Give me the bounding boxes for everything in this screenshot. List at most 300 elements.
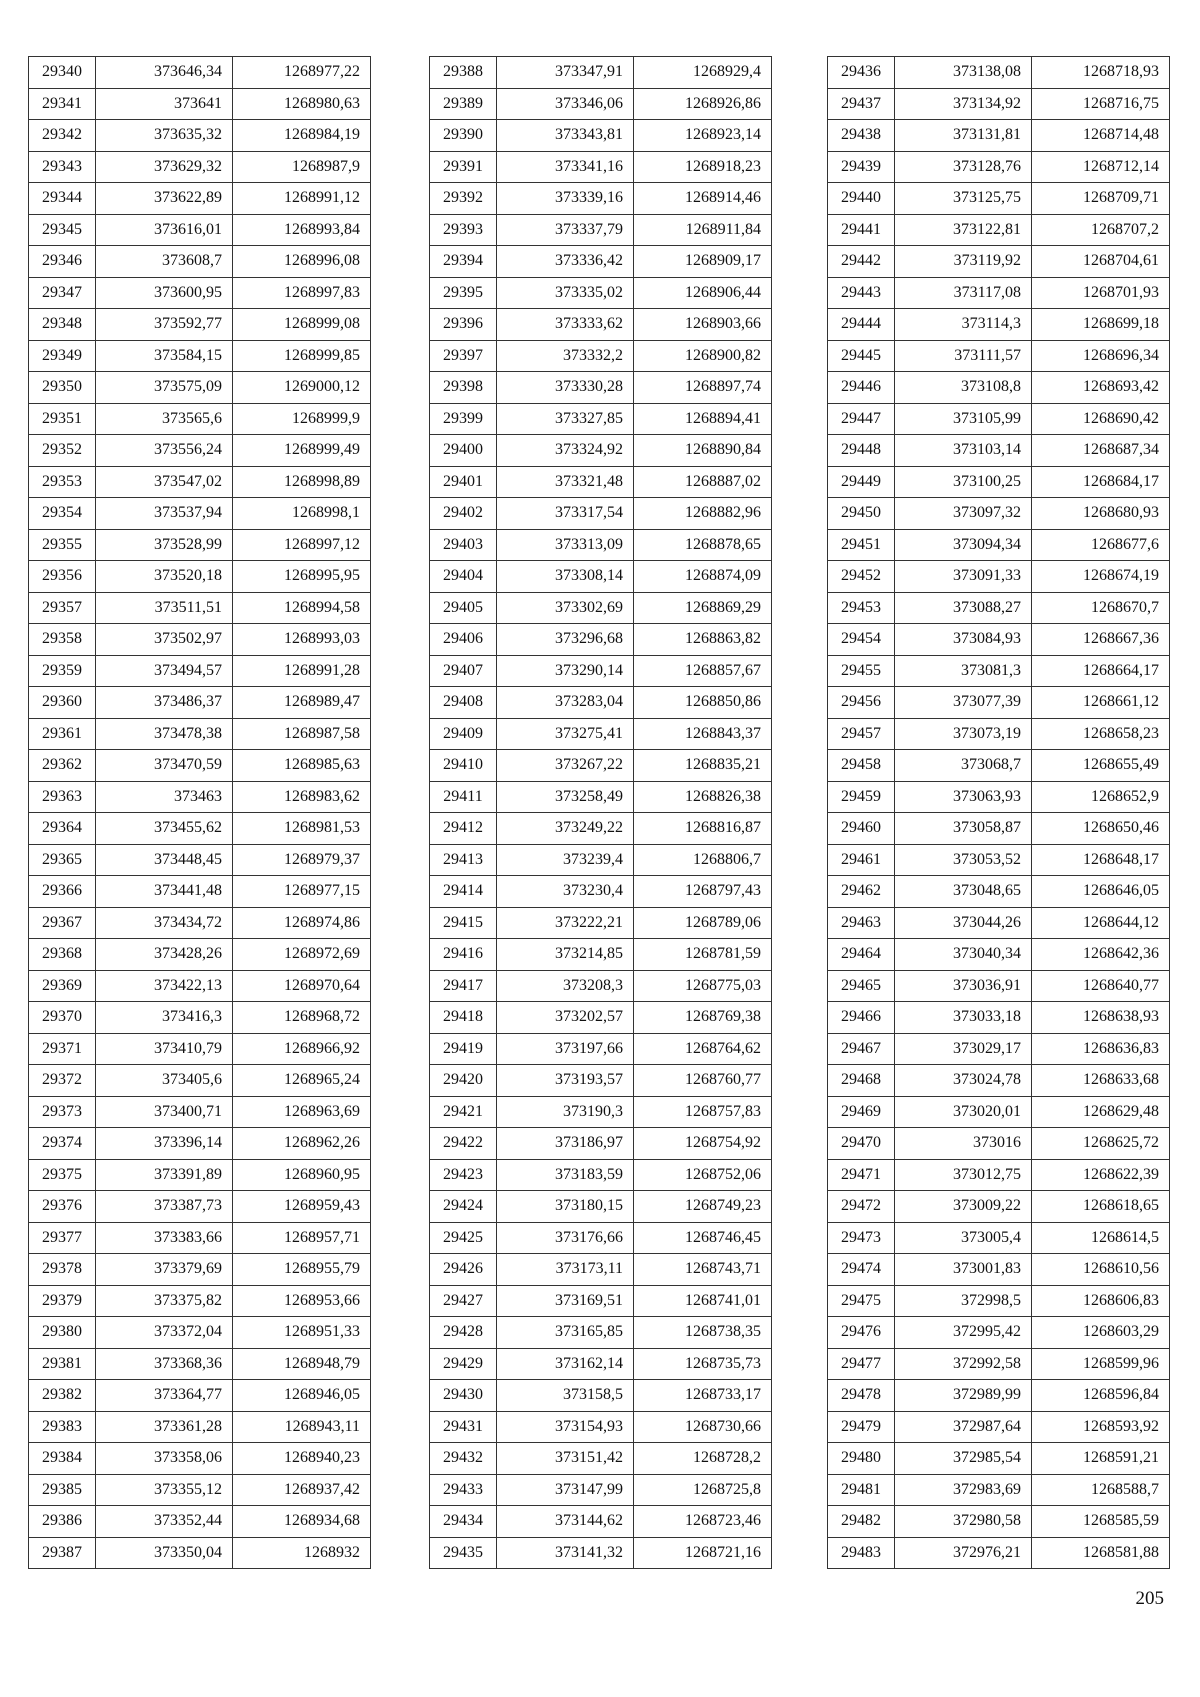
table-row <box>29 1128 371 1160</box>
table-row <box>29 403 371 435</box>
table-row <box>29 970 371 1002</box>
x-coordinate-cell: 373584,15 <box>96 340 233 372</box>
point-number-cell: 29476 <box>828 1317 895 1349</box>
table-row <box>29 435 371 467</box>
y-coordinate-cell: 1268610,56 <box>1032 1254 1170 1286</box>
point-number-cell: 29412 <box>430 813 497 845</box>
y-coordinate-cell: 1268661,12 <box>1032 687 1170 719</box>
table-row <box>29 687 371 719</box>
table-row <box>828 498 1170 530</box>
point-number-cell: 29411 <box>430 781 497 813</box>
table-row <box>828 435 1170 467</box>
table-row <box>29 120 371 152</box>
x-coordinate-cell: 373024,78 <box>895 1065 1032 1097</box>
table-row <box>430 403 772 435</box>
x-coordinate-cell: 373165,85 <box>497 1317 634 1349</box>
x-coordinate-cell: 372995,42 <box>895 1317 1032 1349</box>
y-coordinate-cell: 1268648,17 <box>1032 844 1170 876</box>
y-coordinate-cell: 1268738,35 <box>634 1317 772 1349</box>
point-number-cell: 29355 <box>29 529 96 561</box>
table-row <box>29 246 371 278</box>
x-coordinate-cell: 373169,51 <box>497 1285 634 1317</box>
y-coordinate-cell: 1268984,19 <box>233 120 371 152</box>
point-number-cell: 29466 <box>828 1002 895 1034</box>
table-row <box>828 1002 1170 1034</box>
point-number-cell: 29376 <box>29 1191 96 1223</box>
table-row <box>828 844 1170 876</box>
x-coordinate-cell: 373001,83 <box>895 1254 1032 1286</box>
table-row <box>430 372 772 404</box>
y-coordinate-cell: 1268696,34 <box>1032 340 1170 372</box>
x-coordinate-cell: 373020,01 <box>895 1096 1032 1128</box>
x-coordinate-cell: 373044,26 <box>895 907 1032 939</box>
table-row <box>430 57 772 89</box>
x-coordinate-cell: 373249,22 <box>497 813 634 845</box>
point-number-cell: 29372 <box>29 1065 96 1097</box>
point-number-cell: 29350 <box>29 372 96 404</box>
table-row <box>828 340 1170 372</box>
coordinates-table-3 <box>827 56 1170 1569</box>
y-coordinate-cell: 1268918,23 <box>634 151 772 183</box>
point-number-cell: 29386 <box>29 1506 96 1538</box>
x-coordinate-cell: 372985,54 <box>895 1443 1032 1475</box>
x-coordinate-cell: 373364,77 <box>96 1380 233 1412</box>
y-coordinate-cell: 1268997,12 <box>233 529 371 561</box>
table-row <box>828 88 1170 120</box>
y-coordinate-cell: 1268966,92 <box>233 1033 371 1065</box>
x-coordinate-cell: 373330,28 <box>497 372 634 404</box>
table-row <box>828 1222 1170 1254</box>
point-number-cell: 29366 <box>29 876 96 908</box>
y-coordinate-cell: 1268775,03 <box>634 970 772 1002</box>
x-coordinate-cell: 373016 <box>895 1128 1032 1160</box>
point-number-cell: 29470 <box>828 1128 895 1160</box>
x-coordinate-cell: 373033,18 <box>895 1002 1032 1034</box>
y-coordinate-cell: 1268997,83 <box>233 277 371 309</box>
point-number-cell: 29367 <box>29 907 96 939</box>
y-coordinate-cell: 1268906,44 <box>634 277 772 309</box>
x-coordinate-cell: 373239,4 <box>497 844 634 876</box>
x-coordinate-cell: 373081,3 <box>895 655 1032 687</box>
table-row <box>29 907 371 939</box>
y-coordinate-cell: 1268985,63 <box>233 750 371 782</box>
x-coordinate-cell: 373091,33 <box>895 561 1032 593</box>
point-number-cell: 29416 <box>430 939 497 971</box>
y-coordinate-cell: 1268965,24 <box>233 1065 371 1097</box>
y-coordinate-cell: 1268960,95 <box>233 1159 371 1191</box>
table-row <box>828 151 1170 183</box>
y-coordinate-cell: 1268699,18 <box>1032 309 1170 341</box>
table-row <box>828 309 1170 341</box>
y-coordinate-cell: 1268690,42 <box>1032 403 1170 435</box>
x-coordinate-cell: 373635,32 <box>96 120 233 152</box>
x-coordinate-cell: 372983,69 <box>895 1474 1032 1506</box>
table-row <box>430 1033 772 1065</box>
y-coordinate-cell: 1268730,66 <box>634 1411 772 1443</box>
x-coordinate-cell: 373230,4 <box>497 876 634 908</box>
y-coordinate-cell: 1268581,88 <box>1032 1537 1170 1569</box>
y-coordinate-cell: 1268707,2 <box>1032 214 1170 246</box>
x-coordinate-cell: 373336,42 <box>497 246 634 278</box>
y-coordinate-cell: 1268932 <box>233 1537 371 1569</box>
x-coordinate-cell: 373097,32 <box>895 498 1032 530</box>
x-coordinate-cell: 373335,02 <box>497 277 634 309</box>
point-number-cell: 29477 <box>828 1348 895 1380</box>
point-number-cell: 29344 <box>29 183 96 215</box>
point-number-cell: 29426 <box>430 1254 497 1286</box>
x-coordinate-cell: 373105,99 <box>895 403 1032 435</box>
point-number-cell: 29455 <box>828 655 895 687</box>
y-coordinate-cell: 1268863,82 <box>634 624 772 656</box>
point-number-cell: 29398 <box>430 372 497 404</box>
x-coordinate-cell: 373368,36 <box>96 1348 233 1380</box>
y-coordinate-cell: 1268911,84 <box>634 214 772 246</box>
y-coordinate-cell: 1268962,26 <box>233 1128 371 1160</box>
point-number-cell: 29434 <box>430 1506 497 1538</box>
page-number: 205 <box>1135 1588 1164 1609</box>
table-row <box>430 214 772 246</box>
y-coordinate-cell: 1268760,77 <box>634 1065 772 1097</box>
x-coordinate-cell: 373494,57 <box>96 655 233 687</box>
x-coordinate-cell: 373048,65 <box>895 876 1032 908</box>
point-number-cell: 29438 <box>828 120 895 152</box>
table-row <box>430 750 772 782</box>
table-row <box>430 498 772 530</box>
table-row <box>29 561 371 593</box>
table-row <box>430 277 772 309</box>
x-coordinate-cell: 373405,6 <box>96 1065 233 1097</box>
y-coordinate-cell: 1268596,84 <box>1032 1380 1170 1412</box>
point-number-cell: 29451 <box>828 529 895 561</box>
x-coordinate-cell: 373202,57 <box>497 1002 634 1034</box>
y-coordinate-cell: 1268940,23 <box>233 1443 371 1475</box>
x-coordinate-cell: 372987,64 <box>895 1411 1032 1443</box>
table-row <box>29 183 371 215</box>
point-number-cell: 29401 <box>430 466 497 498</box>
x-coordinate-cell: 373410,79 <box>96 1033 233 1065</box>
x-coordinate-cell: 373088,27 <box>895 592 1032 624</box>
point-number-cell: 29431 <box>430 1411 497 1443</box>
point-number-cell: 29341 <box>29 88 96 120</box>
point-number-cell: 29421 <box>430 1096 497 1128</box>
x-coordinate-cell: 373162,14 <box>497 1348 634 1380</box>
y-coordinate-cell: 1268588,7 <box>1032 1474 1170 1506</box>
table-row <box>29 1443 371 1475</box>
x-coordinate-cell: 373094,34 <box>895 529 1032 561</box>
x-coordinate-cell: 373151,42 <box>497 1443 634 1475</box>
point-number-cell: 29436 <box>828 57 895 89</box>
x-coordinate-cell: 373125,75 <box>895 183 1032 215</box>
y-coordinate-cell: 1268614,5 <box>1032 1222 1170 1254</box>
y-coordinate-cell: 1268987,58 <box>233 718 371 750</box>
table-row <box>430 246 772 278</box>
point-number-cell: 29403 <box>430 529 497 561</box>
x-coordinate-cell: 373321,48 <box>497 466 634 498</box>
x-coordinate-cell: 373361,28 <box>96 1411 233 1443</box>
x-coordinate-cell: 373379,69 <box>96 1254 233 1286</box>
table-row <box>828 687 1170 719</box>
y-coordinate-cell: 1268638,93 <box>1032 1002 1170 1034</box>
point-number-cell: 29437 <box>828 88 895 120</box>
table-row <box>430 1317 772 1349</box>
table-row <box>828 403 1170 435</box>
x-coordinate-cell: 373339,16 <box>497 183 634 215</box>
point-number-cell: 29375 <box>29 1159 96 1191</box>
point-number-cell: 29363 <box>29 781 96 813</box>
point-number-cell: 29402 <box>430 498 497 530</box>
y-coordinate-cell: 1268701,93 <box>1032 277 1170 309</box>
table-row <box>430 529 772 561</box>
table-row <box>29 1285 371 1317</box>
y-coordinate-cell: 1268999,08 <box>233 309 371 341</box>
x-coordinate-cell: 373352,44 <box>96 1506 233 1538</box>
point-number-cell: 29449 <box>828 466 895 498</box>
x-coordinate-cell: 373197,66 <box>497 1033 634 1065</box>
point-number-cell: 29471 <box>828 1159 895 1191</box>
coordinates-table-1 <box>28 56 371 1569</box>
y-coordinate-cell: 1268968,72 <box>233 1002 371 1034</box>
y-coordinate-cell: 1268903,66 <box>634 309 772 341</box>
point-number-cell: 29467 <box>828 1033 895 1065</box>
y-coordinate-cell: 1268900,82 <box>634 340 772 372</box>
x-coordinate-cell: 373040,34 <box>895 939 1032 971</box>
y-coordinate-cell: 1268995,95 <box>233 561 371 593</box>
point-number-cell: 29448 <box>828 435 895 467</box>
y-coordinate-cell: 1268835,21 <box>634 750 772 782</box>
table-row <box>828 1065 1170 1097</box>
y-coordinate-cell: 1268951,33 <box>233 1317 371 1349</box>
table-row <box>430 655 772 687</box>
x-coordinate-cell: 373434,72 <box>96 907 233 939</box>
x-coordinate-cell: 373296,68 <box>497 624 634 656</box>
y-coordinate-cell: 1268963,69 <box>233 1096 371 1128</box>
x-coordinate-cell: 373616,01 <box>96 214 233 246</box>
point-number-cell: 29349 <box>29 340 96 372</box>
table-row <box>430 1065 772 1097</box>
y-coordinate-cell: 1268797,43 <box>634 876 772 908</box>
x-coordinate-cell: 372976,21 <box>895 1537 1032 1569</box>
x-coordinate-cell: 373290,14 <box>497 655 634 687</box>
y-coordinate-cell: 1268987,9 <box>233 151 371 183</box>
point-number-cell: 29462 <box>828 876 895 908</box>
table-row <box>828 718 1170 750</box>
y-coordinate-cell: 1268687,34 <box>1032 435 1170 467</box>
table-row <box>430 1159 772 1191</box>
y-coordinate-cell: 1268957,71 <box>233 1222 371 1254</box>
x-coordinate-cell: 373128,76 <box>895 151 1032 183</box>
point-number-cell: 29364 <box>29 813 96 845</box>
y-coordinate-cell: 1268843,37 <box>634 718 772 750</box>
x-coordinate-cell: 373646,34 <box>96 57 233 89</box>
table-row <box>29 750 371 782</box>
table-row <box>430 183 772 215</box>
y-coordinate-cell: 1268633,68 <box>1032 1065 1170 1097</box>
x-coordinate-cell: 373158,5 <box>497 1380 634 1412</box>
point-number-cell: 29346 <box>29 246 96 278</box>
y-coordinate-cell: 1268981,53 <box>233 813 371 845</box>
table-row <box>29 1537 371 1569</box>
y-coordinate-cell: 1268970,64 <box>233 970 371 1002</box>
y-coordinate-cell: 1268712,14 <box>1032 151 1170 183</box>
point-number-cell: 29415 <box>430 907 497 939</box>
table-row <box>828 466 1170 498</box>
point-number-cell: 29345 <box>29 214 96 246</box>
point-number-cell: 29359 <box>29 655 96 687</box>
x-coordinate-cell: 373478,38 <box>96 718 233 750</box>
x-coordinate-cell: 373283,04 <box>497 687 634 719</box>
table-row <box>29 340 371 372</box>
point-number-cell: 29447 <box>828 403 895 435</box>
x-coordinate-cell: 372989,99 <box>895 1380 1032 1412</box>
x-coordinate-cell: 373641 <box>96 88 233 120</box>
x-coordinate-cell: 373183,59 <box>497 1159 634 1191</box>
table-row <box>29 655 371 687</box>
point-number-cell: 29463 <box>828 907 895 939</box>
table-row <box>828 214 1170 246</box>
y-coordinate-cell: 1268948,79 <box>233 1348 371 1380</box>
point-number-cell: 29414 <box>430 876 497 908</box>
y-coordinate-cell: 1268642,36 <box>1032 939 1170 971</box>
y-coordinate-cell: 1268979,37 <box>233 844 371 876</box>
point-number-cell: 29474 <box>828 1254 895 1286</box>
x-coordinate-cell: 373486,37 <box>96 687 233 719</box>
x-coordinate-cell: 373073,19 <box>895 718 1032 750</box>
point-number-cell: 29445 <box>828 340 895 372</box>
x-coordinate-cell: 373131,81 <box>895 120 1032 152</box>
y-coordinate-cell: 1268999,85 <box>233 340 371 372</box>
point-number-cell: 29392 <box>430 183 497 215</box>
x-coordinate-cell: 373186,97 <box>497 1128 634 1160</box>
table-row <box>29 813 371 845</box>
x-coordinate-cell: 373111,57 <box>895 340 1032 372</box>
y-coordinate-cell: 1268993,03 <box>233 624 371 656</box>
x-coordinate-cell: 373448,45 <box>96 844 233 876</box>
x-coordinate-cell: 373416,3 <box>96 1002 233 1034</box>
point-number-cell: 29483 <box>828 1537 895 1569</box>
x-coordinate-cell: 373147,99 <box>497 1474 634 1506</box>
x-coordinate-cell: 373565,6 <box>96 403 233 435</box>
point-number-cell: 29362 <box>29 750 96 782</box>
y-coordinate-cell: 1268991,28 <box>233 655 371 687</box>
point-number-cell: 29360 <box>29 687 96 719</box>
x-coordinate-cell: 373622,89 <box>96 183 233 215</box>
x-coordinate-cell: 373119,92 <box>895 246 1032 278</box>
point-number-cell: 29365 <box>29 844 96 876</box>
point-number-cell: 29397 <box>430 340 497 372</box>
table-row <box>828 939 1170 971</box>
table-row <box>29 1033 371 1065</box>
y-coordinate-cell: 1268959,43 <box>233 1191 371 1223</box>
point-number-cell: 29406 <box>430 624 497 656</box>
table-row <box>430 435 772 467</box>
point-number-cell: 29358 <box>29 624 96 656</box>
table-row <box>29 718 371 750</box>
point-number-cell: 29444 <box>828 309 895 341</box>
y-coordinate-cell: 1268946,05 <box>233 1380 371 1412</box>
y-coordinate-cell: 1268955,79 <box>233 1254 371 1286</box>
x-coordinate-cell: 372998,5 <box>895 1285 1032 1317</box>
point-number-cell: 29388 <box>430 57 497 89</box>
y-coordinate-cell: 1268718,93 <box>1032 57 1170 89</box>
point-number-cell: 29379 <box>29 1285 96 1317</box>
x-coordinate-cell: 372992,58 <box>895 1348 1032 1380</box>
y-coordinate-cell: 1268752,06 <box>634 1159 772 1191</box>
point-number-cell: 29454 <box>828 624 895 656</box>
y-coordinate-cell: 1268757,83 <box>634 1096 772 1128</box>
table-row <box>828 1159 1170 1191</box>
x-coordinate-cell: 373267,22 <box>497 750 634 782</box>
table-row <box>430 781 772 813</box>
point-number-cell: 29351 <box>29 403 96 435</box>
point-number-cell: 29475 <box>828 1285 895 1317</box>
y-coordinate-cell: 1268923,14 <box>634 120 772 152</box>
table-row <box>430 1474 772 1506</box>
table-row <box>828 1254 1170 1286</box>
y-coordinate-cell: 1268684,17 <box>1032 466 1170 498</box>
x-coordinate-cell: 373077,39 <box>895 687 1032 719</box>
table-row <box>828 120 1170 152</box>
x-coordinate-cell: 373358,06 <box>96 1443 233 1475</box>
table-row <box>430 907 772 939</box>
y-coordinate-cell: 1268996,08 <box>233 246 371 278</box>
y-coordinate-cell: 1268593,92 <box>1032 1411 1170 1443</box>
table-row <box>29 1222 371 1254</box>
y-coordinate-cell: 1268806,7 <box>634 844 772 876</box>
y-coordinate-cell: 1268723,46 <box>634 1506 772 1538</box>
x-coordinate-cell: 373333,62 <box>497 309 634 341</box>
point-number-cell: 29387 <box>29 1537 96 1569</box>
x-coordinate-cell: 373441,48 <box>96 876 233 908</box>
table-row <box>430 340 772 372</box>
point-number-cell: 29348 <box>29 309 96 341</box>
point-number-cell: 29377 <box>29 1222 96 1254</box>
table-row <box>430 1096 772 1128</box>
point-number-cell: 29446 <box>828 372 895 404</box>
table-row <box>828 1191 1170 1223</box>
table-row <box>828 1411 1170 1443</box>
point-number-cell: 29441 <box>828 214 895 246</box>
table-row <box>828 57 1170 89</box>
point-number-cell: 29468 <box>828 1065 895 1097</box>
point-number-cell: 29361 <box>29 718 96 750</box>
point-number-cell: 29396 <box>430 309 497 341</box>
y-coordinate-cell: 1268716,75 <box>1032 88 1170 120</box>
x-coordinate-cell: 373396,14 <box>96 1128 233 1160</box>
table-row <box>29 1506 371 1538</box>
x-coordinate-cell: 372980,58 <box>895 1506 1032 1538</box>
y-coordinate-cell: 1269000,12 <box>233 372 371 404</box>
table-row <box>29 151 371 183</box>
point-number-cell: 29453 <box>828 592 895 624</box>
table-row <box>828 655 1170 687</box>
y-coordinate-cell: 1268953,66 <box>233 1285 371 1317</box>
table-row <box>430 939 772 971</box>
point-number-cell: 29384 <box>29 1443 96 1475</box>
point-number-cell: 29381 <box>29 1348 96 1380</box>
x-coordinate-cell: 373114,3 <box>895 309 1032 341</box>
y-coordinate-cell: 1268728,2 <box>634 1443 772 1475</box>
point-number-cell: 29368 <box>29 939 96 971</box>
x-coordinate-cell: 373122,81 <box>895 214 1032 246</box>
x-coordinate-cell: 373029,17 <box>895 1033 1032 1065</box>
table-row <box>828 907 1170 939</box>
table-row <box>430 718 772 750</box>
y-coordinate-cell: 1268622,39 <box>1032 1159 1170 1191</box>
y-coordinate-cell: 1268934,68 <box>233 1506 371 1538</box>
y-coordinate-cell: 1268618,65 <box>1032 1191 1170 1223</box>
point-number-cell: 29458 <box>828 750 895 782</box>
point-number-cell: 29473 <box>828 1222 895 1254</box>
